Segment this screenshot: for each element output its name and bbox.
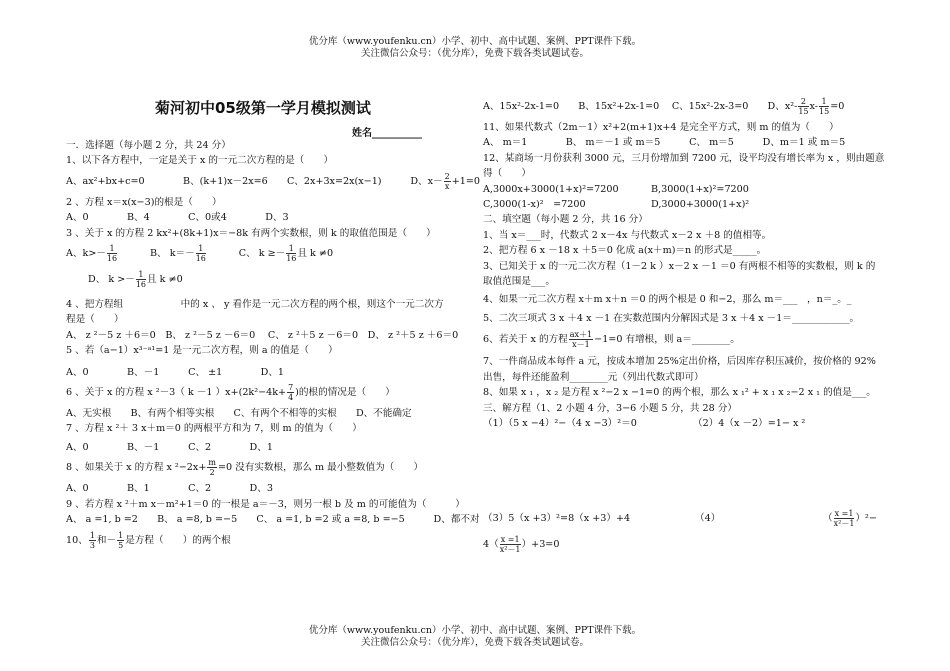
options: A、 m＝1 B、 m＝－1 或 m＝5 C、 m＝5 D、m＝1 或 m＝5 — [483, 137, 846, 149]
options: D、 k >－ $\frac{1}{16}$ 且 k ≠0 — [88, 270, 183, 290]
options: A、0 B、－1 C、 ±1 D、1 — [66, 366, 285, 378]
options: A、k>－ $\frac{1}{16}$ B、 k＝－ $\frac{1}{16}$ C、 k ≥－ $\frac{1}{16}$ 且 k ≠0 — [66, 244, 334, 264]
question: 得（ ） — [483, 168, 531, 180]
exam-title: 菊河初中05级第一学月模拟测试 — [155, 99, 371, 117]
question: 程是（ ） — [66, 314, 124, 326]
section-title: 二、填空题（每小题 2 分，共 16 分） — [483, 214, 648, 226]
solve-row-2: （3）5（x +3）²=8（x +3）+4 （4） （ $\frac{x =1}{\text{x²－1}}$ ）²− 4（ $\frac{x =1}{\text{x²－1}}$ ）+3=0 — [483, 509, 877, 554]
page-footer — [0, 625, 950, 649]
name-field: 姓名__________ — [352, 128, 422, 139]
question: 3 、关于 x 的方程 2 kx²+(8k+1)x＝−8k 有两个实数根，则 k 的取值范围是（ ） — [66, 227, 436, 239]
section-title: 一．选择题（每小题 2 分，共 24 分） — [66, 140, 231, 151]
left-column — [66, 138, 481, 554]
fill-question: 1、当 x＝___时，代数式 2 x－4x 与代数式 x－2 x ＋8 的值相等。 — [483, 229, 772, 241]
fill-question: 4、如果一元二次方程 x＋m x＋n ＝0 的两个根是 0 和−2，那么 m＝___ ，n＝_。_ — [483, 294, 852, 306]
fill-question: 2、把方程 6 x －18 x ＋5＝0 化成 a(x＋m)＝n 的形式是_____。 — [483, 245, 767, 257]
right-column — [483, 94, 883, 431]
options: A、15x²-2x-1=0 B、15x²+2x-1=0 C、15x²-2x-3=0 D、x²- $\frac{2}{15}$ x- $\frac{1}{15}$ =0 — [483, 97, 845, 116]
options: A、 a =1, b =2 B、 a =8, b =−5 C、 a =1, b =2 或 a =8, b =−5 D、都不对 — [66, 514, 480, 526]
options: C,3000(1-x)² =7200 D,3000+3000(1+x)² — [483, 199, 750, 211]
header-line-1: 优分库（www.youfenku.cn）小学、初中、高中试题、案例、PPT课件下载。 — [308, 36, 642, 47]
question: 1、以下各方程中，一定是关于 x 的一元二次方程的是（ ） — [66, 155, 334, 167]
solve-row: （1）（5 x −4）²−（4 x −3）²＝0 （2）4（x －2）=1− x ² — [483, 417, 806, 429]
question: 8 、如果关于 x 的方程 x ²−2x+ $\frac{m}{2}$ =0 没有实数根，那么 m 最小整数值为（ ） — [66, 458, 424, 478]
question: 6 、关于 x 的方程 x ²－3（ k －1 ）x+(2k²−4k+ $\frac{7}{4}$ )的根的情况是（ ） — [66, 383, 395, 403]
options: A、 z ²－5 z ＋6＝0 B、 z ²－5 z －6＝0 C、 z ²＋5 z －6＝0 D、 z ²＋5 z ＋6＝0 — [66, 329, 459, 341]
question: 4 、把方程组 中的 x 、 y 看作是一元二次方程的两个根，则这个一元二次方 — [66, 299, 444, 311]
question: 10、 $\frac{1}{3}$ 和－ $\frac{1}{5}$ 是方程（ ）的两个根 — [66, 530, 231, 550]
fraction: $\frac{2}{x}$ — [444, 171, 450, 191]
footer-line-2: 关注微信公众号：（优分库），免费下载各类试题试卷。 — [360, 637, 589, 648]
fill-question: 6、若关于 x 的方程 $\frac{ax+1}{x-1}$ −1=0 有增根，则 a＝________。 — [483, 330, 740, 350]
options: A、0 B、1 C、2 D、3 — [66, 483, 273, 495]
fill-question: 取值范围是___。 — [483, 276, 555, 288]
header-line-2: 关注微信公众号：（优分库），免费下载各类试题试卷。 — [360, 48, 589, 59]
options: A、0 B、－1 C、2 D、1 — [66, 441, 273, 453]
question: 11、如果代数式（2m－1）x²+2(m+1)x+4 是完全平方式，则 m 的值为（ ） — [483, 122, 839, 133]
question: 7 、方程 x ²＋ 3 x＋m＝0 的两根平方和为 7，则 m 的值为（ ） — [66, 423, 362, 435]
options: A、0 B、4 C、0或4 D、3 — [66, 212, 289, 224]
fill-question: 7、一件商品成本每件 a 元，按成本增加 25%定出价格，后因库存积压减价，按价格的 92% — [483, 356, 876, 368]
question: 2 、方程 x＝x(x−3)的根是（ ） — [66, 196, 222, 208]
footer-line-1: 优分库（www.youfenku.cn）小学、初中、高中试题、案例、PPT课件下载。 — [308, 625, 642, 636]
options: A、无实根 B、有两个相等实根 C、有两个不相等的实根 D、不能确定 — [66, 408, 412, 420]
options: A,3000x+3000(1+x)²=7200 B,3000(1+x)²=7200 — [483, 183, 749, 195]
section-title: 三、解方程（1、2 小题 4 分，3−6 小题 5 分，共 28 分） — [483, 402, 737, 414]
fill-question: 出售，每件还能盈利________元（列出代数式即可） — [483, 371, 704, 383]
page-header — [0, 36, 950, 60]
fill-question: 8、如果 x ₁ ，x ₂ 是方程 x ²−2 x −1=0 的两个根，那么 x ₁² + x ₁ x ₂−2 x ₁ 的值是___。 — [483, 387, 876, 399]
fill-question: 3、已知关于 x 的一元二次方程（1－2 k ）x－2 x －1 ＝0 有两根不相等的实数根，则 k 的 — [483, 260, 876, 272]
question: 5 、若（a−1）x³⁻ᵃ¹=1 是一元二次方程，则 a 的值是（ ） — [66, 345, 338, 357]
question: 9 、若方程 x ²＋m x－m²+1＝0 的一根是 a＝－3，则另一根 b 及 m 的可能值为（ ） — [66, 498, 465, 510]
question: 12、某商场一月份获利 3000 元，三月份增加到 7200 元，设平均没有增长率为 x ，则由题意 — [483, 152, 885, 164]
fill-question: 5、二次三项式 3 x ＋4 x －1 在实数范围内分解因式是 3 x ＋4 x －1＝____________。 — [483, 312, 860, 324]
options: A、ax²+bx+c=0 B、(k+1)x－2x=6 C、2x+3x=2x(x−1) D、x－ $\frac{2}{x}$ +1=0 — [66, 171, 481, 191]
